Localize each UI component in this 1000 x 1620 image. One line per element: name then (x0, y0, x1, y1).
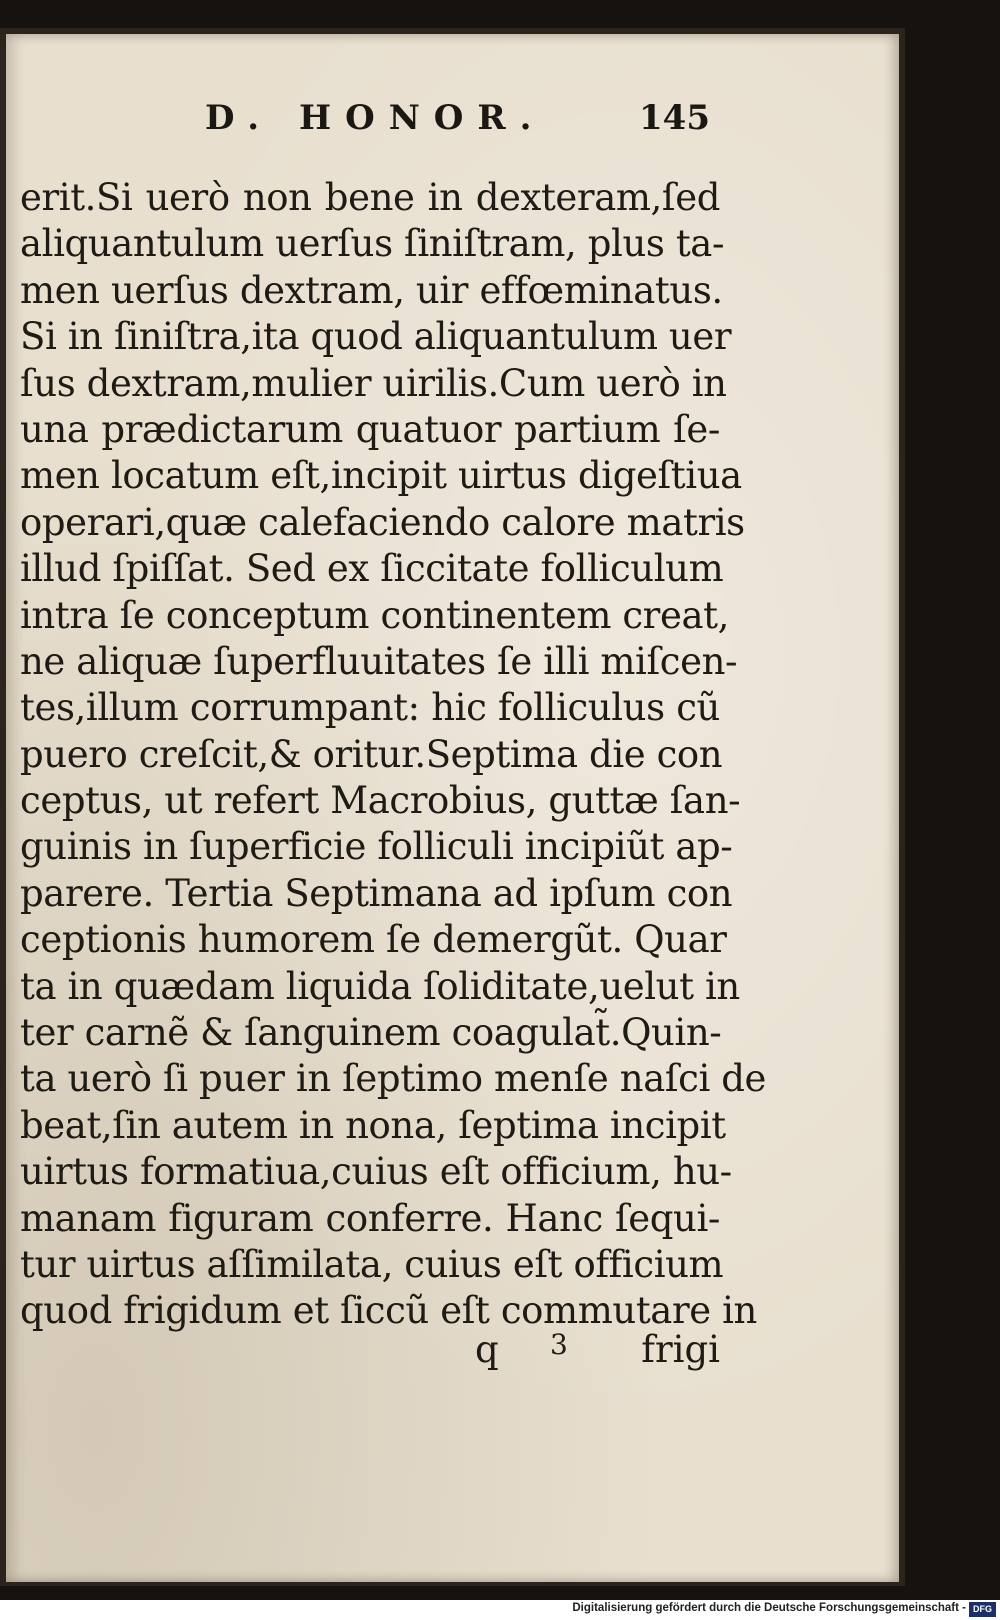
signature-line (20, 1328, 720, 1378)
digitization-footer (0, 1600, 1000, 1620)
text-line: Si in ſiniſtra,ita quod aliquantulum uer (20, 315, 732, 359)
text-line: tur uirtus aſſimilata, cuius eſt officium (20, 1242, 724, 1286)
body-text (20, 175, 767, 1335)
text-line: men uerſus dextram, uir effœminatus. (20, 268, 723, 312)
page-number: 145 (639, 98, 710, 138)
text-line: quod frigidum et ſiccũ eſt commutare in (20, 1289, 757, 1333)
text-line: men locatum eſt,incipit uirtus digeſtiua (20, 454, 742, 498)
text-line: parere. Tertia Septimana ad ipſum con (20, 871, 733, 915)
text-line: aliquantulum uerſus ſiniſtram, plus ta- (20, 222, 725, 266)
text-line: ceptionis humorem ſe demergũt. Quar (20, 918, 727, 962)
text-line: manam figuram conferre. Hanc ſequi- (20, 1196, 720, 1240)
text-line: ter carnẽ & ſanguinem coagulat̃.Quin- (20, 1011, 722, 1055)
text-line: guinis in ſuperficie folliculi incipiũt ap- (20, 825, 733, 869)
running-head (20, 98, 710, 148)
text-line: ta in quædam liquida ſoliditate,uelut in (20, 964, 740, 1008)
text-line: ne aliquæ ſuperfluuitates ſe illi miſcen- (20, 639, 738, 683)
text-line: operari,quæ calefaciendo calore matris (20, 500, 745, 544)
text-line: una prædictarum quatuor partium ſe- (20, 407, 720, 451)
text-line: tes,illum corrumpant: hic folliculus cũ (20, 686, 720, 730)
running-head-title: D. HONOR. (205, 98, 546, 138)
text-line: erit.Si uerò non bene in dexteram,ſed (20, 176, 720, 219)
footer-credit: Digitalisierung gefördert durch die Deutsche Forschungsgemeinschaft - (572, 1602, 966, 1614)
text-line: intra ſe conceptum continentem creat, (20, 593, 729, 637)
text-line: uirtus formatiua,cuius eſt officium, hu- (20, 1150, 732, 1194)
text-line: ta uerò ſi puer in ſeptimo menſe naſci de (20, 1057, 767, 1101)
text-line: beat,ſin autem in nona, ſeptima incipit (20, 1103, 726, 1147)
text-line: puero creſcit,& oritur.Septima die con (20, 732, 723, 776)
text-line: ſus dextram,mulier uirilis.Cum uerò in (20, 361, 727, 405)
dfg-logo: DFG (969, 1602, 996, 1617)
text-line: illud ſpiſſat. Sed ex ſiccitate folliculum (20, 547, 724, 591)
catchword: frigi (641, 1328, 720, 1371)
signature-number: 3 (550, 1328, 568, 1361)
signature-mark: q (475, 1328, 499, 1371)
text-line: ceptus, ut refert Macrobius, guttæ ſan- (20, 779, 741, 823)
